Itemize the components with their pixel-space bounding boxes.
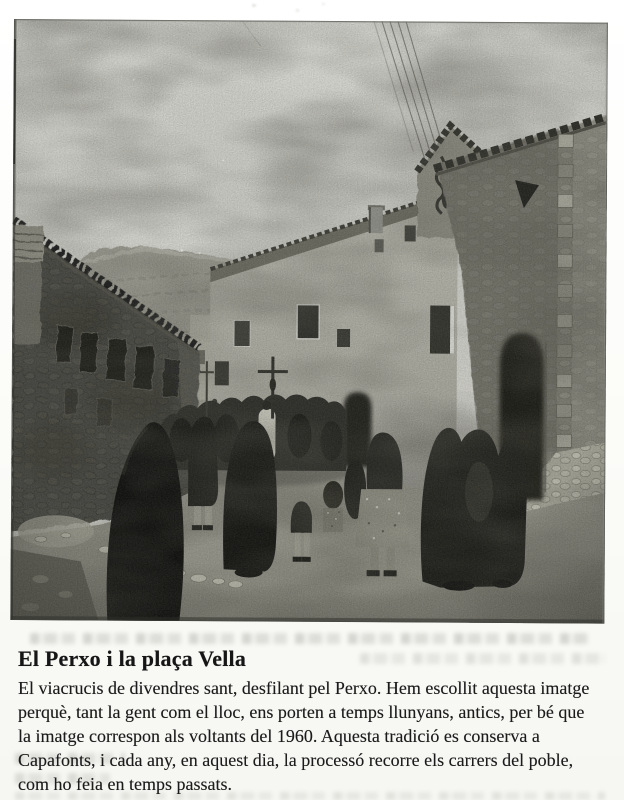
caption-line: El viacrucis de divendres sant, desfilant pel Perxo. Hem escollit aquesta imatge xyxy=(18,678,590,698)
caption-paragraph xyxy=(18,676,618,796)
film-grain-light xyxy=(10,19,608,624)
ghost-text-band xyxy=(30,633,590,644)
scan-speck xyxy=(322,3,325,5)
scan-speck xyxy=(252,4,256,7)
photo-scene xyxy=(10,19,608,624)
procession-photo xyxy=(10,19,608,624)
scan-speck xyxy=(296,9,299,12)
caption-line: la imatge correspon als voltants del 1960. Aquesta tradició es conserva a xyxy=(18,726,540,746)
caption-line: com ho feia en temps passats. xyxy=(18,774,232,794)
caption-title: El Perxo i la plaça Vella xyxy=(18,646,247,671)
ghost-text-band xyxy=(360,653,605,664)
caption-line: perquè, tant la gent com el lloc, ens porten a temps llunyans, antics, per bé que xyxy=(18,702,585,722)
caption-line: Capafonts, i cada any, en aquest dia, la processó recorre els carrers del poble, xyxy=(18,750,574,770)
